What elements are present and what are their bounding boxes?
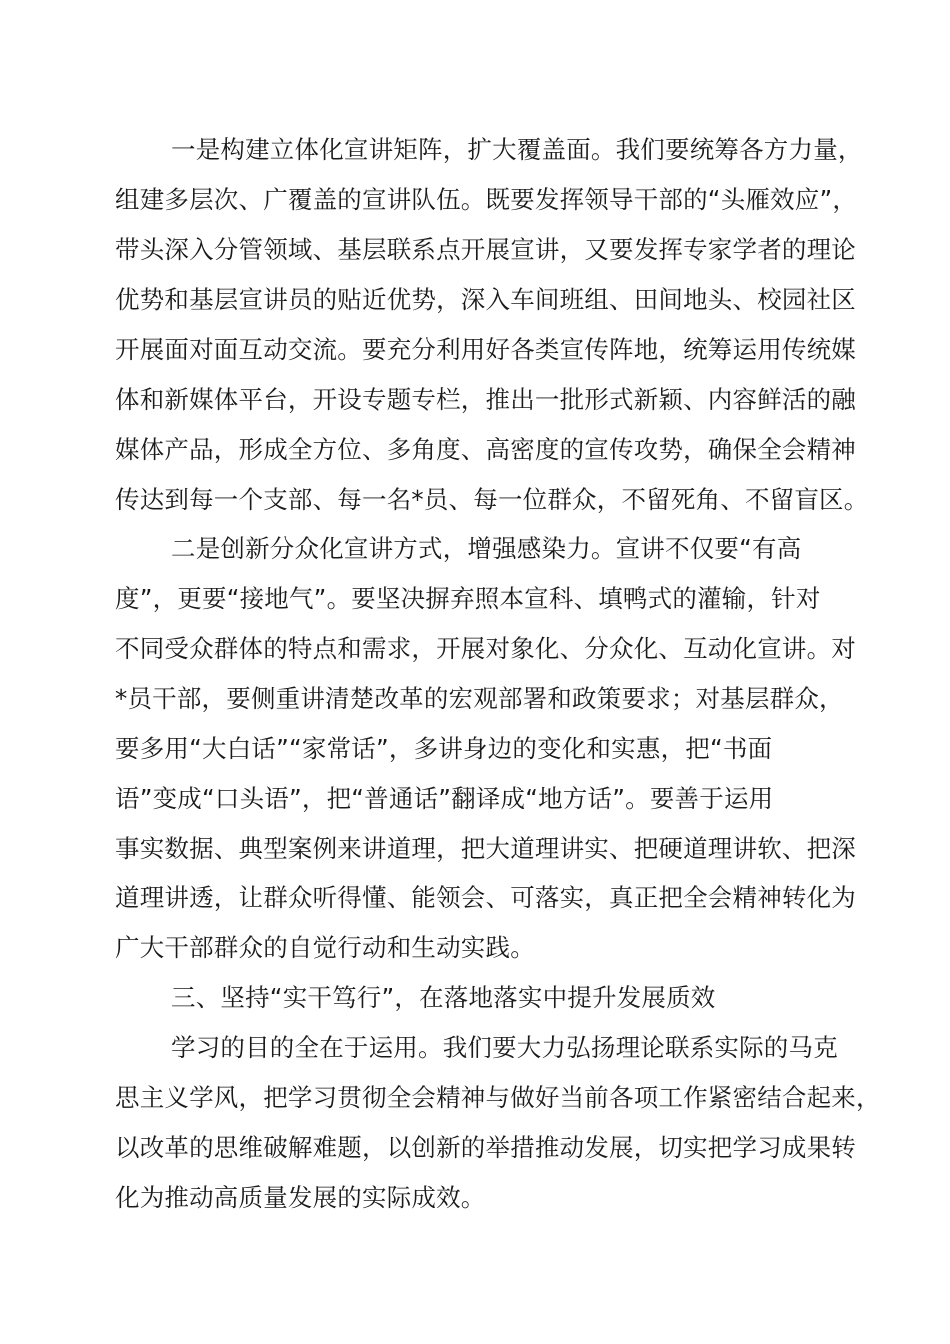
paragraph-line: 思主义学风，把学习贯彻全会精神与做好当前各项工作紧密结合起来， — [115, 1083, 881, 1112]
paragraph-line: 一是构建立体化宣讲矩阵，扩大覆盖面。我们要统筹各方力量， — [171, 135, 863, 164]
paragraph-line: 事实数据、典型案例来讲道理，把大道理讲实、把硬道理讲软、把深 — [115, 834, 856, 863]
paragraph-line: 带头深入分管领域、基层联系点开展宣讲，又要发挥专家学者的理论 — [115, 235, 856, 264]
paragraph-line: 广大干部群众的自觉行动和生动实践。 — [115, 933, 535, 962]
paragraph-line: 语”变成“口头语”，把“普通话”翻译成“地方话”。要善于运用 — [115, 784, 774, 813]
paragraph-line: 学习的目的全在于运用。我们要大力弘扬理论联系实际的马克 — [171, 1033, 838, 1062]
paragraph-line: 道理讲透，让群众听得懂、能领会、可落实，真正把全会精神转化为 — [115, 883, 856, 912]
section-heading: 三、坚持“实干笃行”，在落地落实中提升发展质效 — [171, 983, 716, 1012]
paragraph-line: 优势和基层宣讲员的贴近优势，深入车间班组、田间地头、校园社区 — [115, 285, 856, 314]
paragraph-line: *员干部，要侧重讲清楚改革的宏观部署和政策要求；对基层群众， — [115, 684, 844, 713]
paragraph-line: 媒体产品，形成全方位、多角度、高密度的宣传攻势，确保全会精神 — [115, 435, 856, 464]
paragraph-line: 要多用“大白话”“家常话”，多讲身边的变化和实惠，把“书面 — [115, 734, 773, 763]
paragraph-line: 化为推动高质量发展的实际成效。 — [115, 1183, 486, 1212]
paragraph-line: 二是创新分众化宣讲方式，增强感染力。宣讲不仅要“有高 — [171, 534, 802, 563]
paragraph-line: 以改革的思维破解难题，以创新的举措推动发展，切实把学习成果转 — [115, 1133, 856, 1162]
paragraph-line: 体和新媒体平台，开设专题专栏，推出一批形式新颖、内容鲜活的融 — [115, 385, 856, 414]
paragraph-line: 开展面对面互动交流。要充分利用好各类宣传阵地，统筹运用传统媒 — [115, 335, 856, 364]
paragraph-line: 组建多层次、广覆盖的宣讲队伍。既要发挥领导干部的“头雁效应”， — [115, 185, 858, 214]
paragraph-line: 不同受众群体的特点和需求，开展对象化、分众化、互动化宣讲。对 — [115, 634, 856, 663]
paragraph-line: 传达到每一个支部、每一名*员、每一位群众，不留死角、不留盲区。 — [115, 485, 869, 514]
paragraph-line: 度”，更要“接地气”。要坚决摒弃照本宣科、填鸭式的灌输，针对 — [115, 584, 821, 613]
